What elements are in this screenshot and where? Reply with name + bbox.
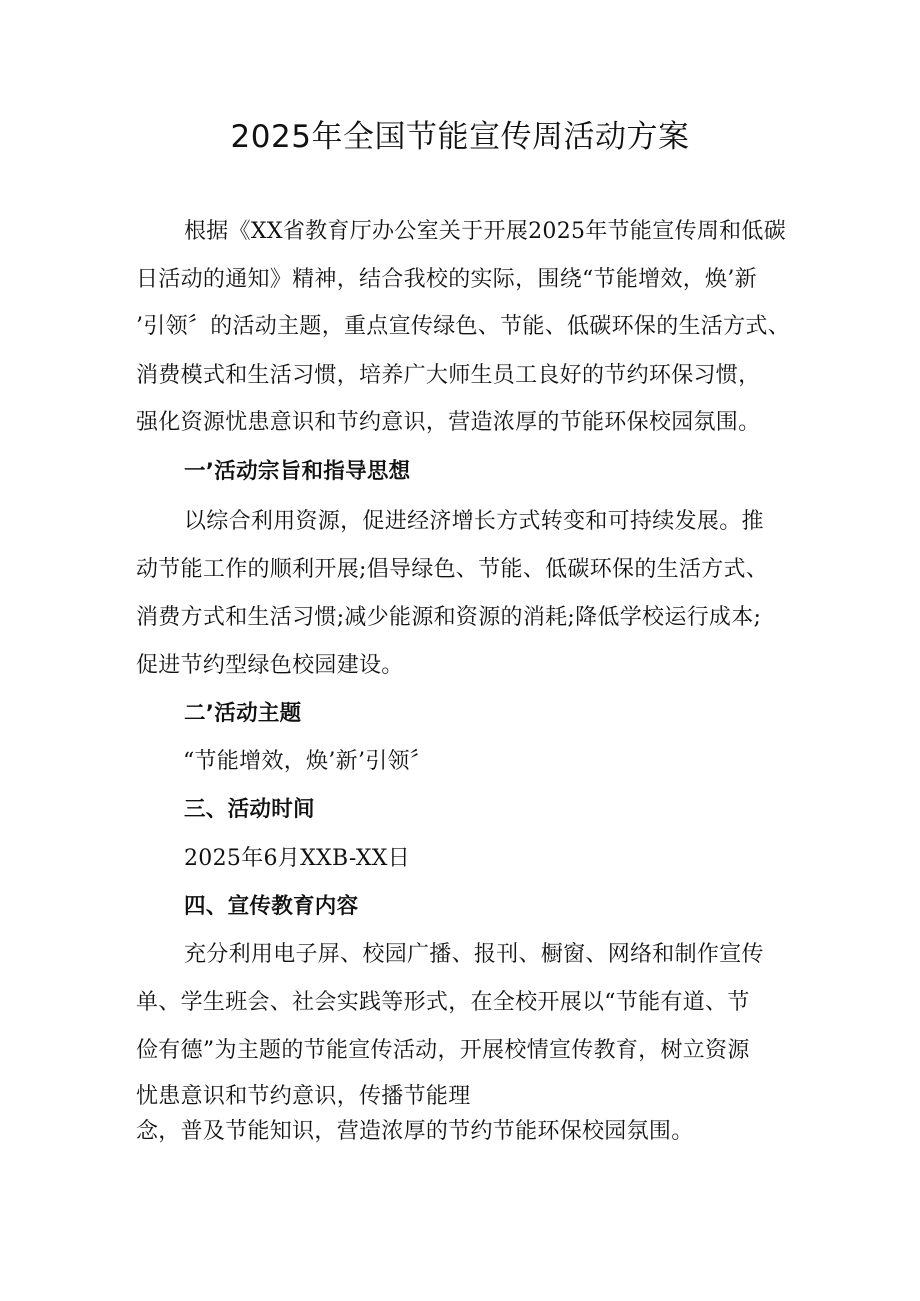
section-heading-4: 四、宣传教育内容 (184, 894, 359, 919)
intro-line-1: 根据《XX省教育厅办公室关于开展2025年节能宣传周和低碳 (184, 219, 787, 244)
section1-line-1: 以综合利用资源，促进经济增长方式转变和可持续发展。推 (184, 509, 764, 534)
intro-line-2: 日活动的通知》精神，结合我校的实际，围绕“节能增效，焕’新 (136, 267, 757, 292)
activity-time: 2025年6月XXB-XX日 (184, 846, 411, 871)
section4-line-5: 念，普及节能知识，营造浓厚的节约节能环保校园氛围。 (136, 1119, 694, 1144)
activity-theme: “节能增效，焕’新’引领〞 (183, 749, 433, 774)
section1-line-2: 动节能工作的顺利开展;倡导绿色、节能、低碳环保的生活方式、 (136, 557, 769, 582)
intro-line-4: 消费模式和生活习惯，培养广大师生员工良好的节约环保习惯， (136, 363, 761, 388)
section4-line-4: 忧患意识和节约意识，传播节能理 (136, 1084, 471, 1109)
section-heading-2: 二’活动主题 (184, 701, 302, 726)
intro-line-3: ’引领〞的活动主题，重点宣传绿色、节能、低碳环保的生活方式、 (136, 314, 790, 339)
section1-line-4: 促进节约型绿色校园建设。 (136, 653, 404, 678)
section4-line-1: 充分利用电子屏、校园广播、报刊、橱窗、网络和制作宣传 (184, 942, 764, 967)
section4-line-2: 单、学生班会、社会实践等形式，在全校开展以“节能有道、节 (136, 990, 750, 1015)
intro-line-5: 强化资源忧患意识和节约意识，营造浓厚的节能环保校园氛围。 (136, 410, 761, 435)
section-heading-3: 三、活动时间 (184, 797, 315, 822)
section4-line-3: 俭有德”为主题的节能宣传活动，开展校情宣传教育，树立资源 (136, 1038, 750, 1063)
section1-line-3: 消费方式和生活习惯;减少能源和资源的消耗;降低学校运行成本; (136, 605, 762, 630)
section-heading-1: 一’活动宗旨和指导思想 (184, 459, 411, 484)
document-title: 2025年全国节能宣传周活动方案 (230, 119, 690, 155)
